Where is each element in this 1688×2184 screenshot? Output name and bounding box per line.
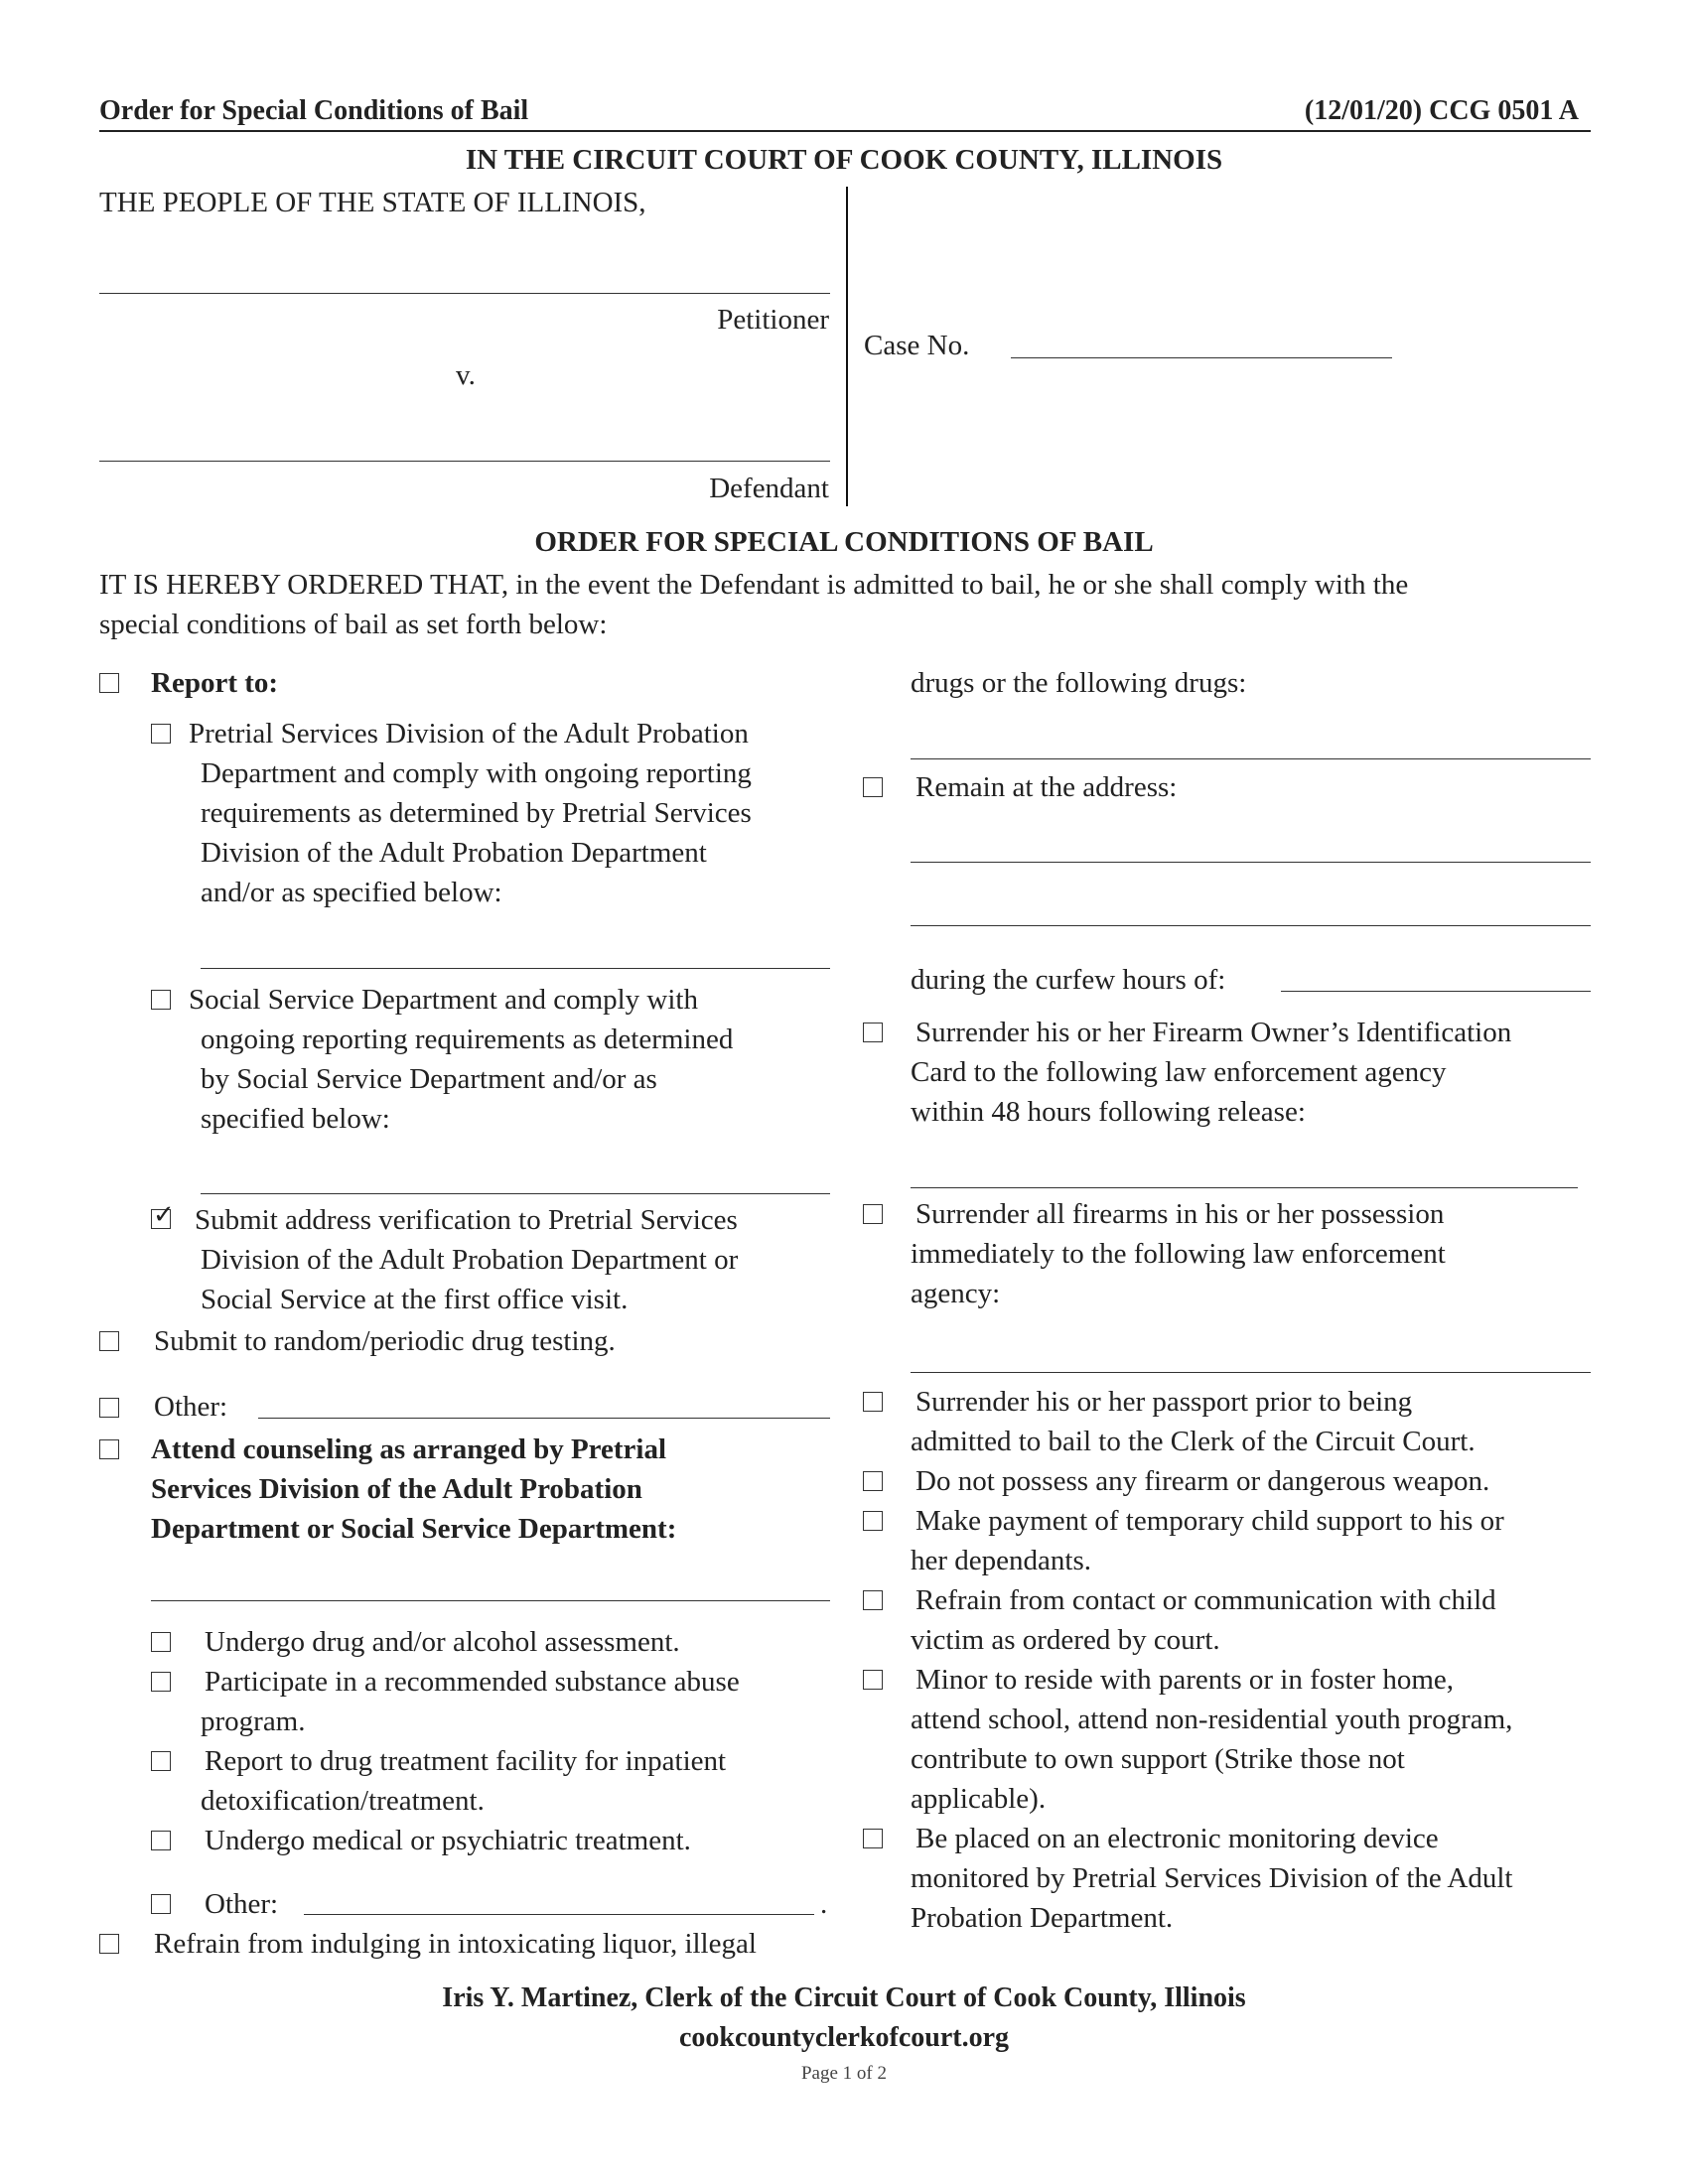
address-verification-checkbox[interactable] bbox=[151, 1209, 171, 1229]
passport-line-2: admitted to bail to the Clerk of the Circuit Court. bbox=[911, 1426, 1476, 1457]
passport-checkbox[interactable] bbox=[863, 1392, 883, 1412]
minor-line-3: contribute to own support (Strike those not bbox=[911, 1743, 1405, 1775]
report-to-label: Report to: bbox=[151, 667, 279, 699]
pretrial-line-1: Pretrial Services Division of the Adult Probation bbox=[189, 718, 749, 750]
pretrial-services-checkbox[interactable] bbox=[151, 724, 171, 744]
firearms-agency-field[interactable] bbox=[911, 1372, 1591, 1373]
remain-address-label: Remain at the address: bbox=[915, 771, 1178, 803]
case-no-field[interactable] bbox=[1011, 357, 1392, 358]
foid-line-1: Surrender his or her Firearm Owner’s Identification bbox=[915, 1017, 1512, 1048]
social-line-1: Social Service Department and comply with bbox=[189, 984, 698, 1016]
no-contact-line-1: Refrain from contact or communication with child bbox=[915, 1584, 1496, 1616]
case-no-label: Case No. bbox=[864, 330, 970, 361]
medical-treatment-label: Undergo medical or psychiatric treatment. bbox=[205, 1825, 691, 1856]
minor-line-2: attend school, attend non-residential youth program, bbox=[911, 1704, 1513, 1735]
versus: v. bbox=[456, 359, 476, 391]
curfew-field[interactable] bbox=[1281, 991, 1591, 992]
social-line-2: ongoing reporting requirements as determined bbox=[201, 1024, 734, 1055]
pretrial-line-3: requirements as determined by Pretrial Services bbox=[201, 797, 752, 829]
defendant-line[interactable] bbox=[99, 461, 830, 462]
foid-line-2: Card to the following law enforcement agency bbox=[911, 1056, 1447, 1088]
caption-divider bbox=[846, 187, 848, 506]
form-code: (12/01/20) CCG 0501 A bbox=[1304, 95, 1579, 126]
firearms-line-1: Surrender all firearms in his or her possession bbox=[915, 1198, 1445, 1230]
social-line-3: by Social Service Department and/or as bbox=[201, 1063, 657, 1095]
other-checkbox[interactable] bbox=[99, 1398, 119, 1418]
child-support-checkbox[interactable] bbox=[863, 1511, 883, 1531]
drug-treatment-line-1: Report to drug treatment facility for inpatient bbox=[205, 1745, 727, 1777]
no-weapon-checkbox[interactable] bbox=[863, 1471, 883, 1491]
minor-line-1: Minor to reside with parents or in foster home, bbox=[915, 1664, 1455, 1696]
pretrial-line-2: Department and comply with ongoing reporting bbox=[201, 757, 752, 789]
monitoring-line-3: Probation Department. bbox=[911, 1902, 1174, 1934]
child-support-line-2: her dependants. bbox=[911, 1545, 1091, 1576]
counseling-checkbox[interactable] bbox=[99, 1439, 119, 1459]
substance-abuse-line-1: Participate in a recommended substance abuse bbox=[205, 1666, 740, 1698]
no-contact-checkbox[interactable] bbox=[863, 1590, 883, 1610]
address-verification-line-2: Division of the Adult Probation Department or bbox=[201, 1244, 739, 1276]
court-title: IN THE CIRCUIT COURT OF COOK COUNTY, ILLINOIS bbox=[465, 144, 1223, 176]
monitoring-checkbox[interactable] bbox=[863, 1829, 883, 1848]
firearms-line-3: agency: bbox=[911, 1278, 1001, 1309]
form-title: Order for Special Conditions of Bail bbox=[99, 95, 529, 126]
substance-abuse-checkbox[interactable] bbox=[151, 1672, 171, 1692]
drug-testing-label: Submit to random/periodic drug testing. bbox=[154, 1325, 616, 1357]
petitioner-line[interactable] bbox=[99, 293, 830, 294]
intro-line-2: special conditions of bail as set forth below: bbox=[99, 609, 608, 640]
people-of-illinois: THE PEOPLE OF THE STATE OF ILLINOIS, bbox=[99, 187, 646, 218]
drug-treatment-line-2: detoxification/treatment. bbox=[201, 1785, 485, 1817]
curfew-label: during the curfew hours of: bbox=[911, 964, 1226, 996]
petitioner-label: Petitioner bbox=[717, 304, 829, 336]
social-service-checkbox[interactable] bbox=[151, 990, 171, 1010]
no-weapon-label: Do not possess any firearm or dangerous weapon. bbox=[915, 1465, 1490, 1497]
counseling-line-1: Attend counseling as arranged by Pretrial bbox=[151, 1433, 667, 1465]
pretrial-specify-field[interactable] bbox=[201, 968, 830, 969]
counseling-line-2: Services Division of the Adult Probation bbox=[151, 1473, 642, 1505]
counseling-field[interactable] bbox=[151, 1600, 830, 1601]
other-2-period: . bbox=[820, 1888, 828, 1920]
minor-line-4: applicable). bbox=[911, 1783, 1047, 1815]
page-number: Page 1 of 2 bbox=[800, 2063, 887, 2084]
intro-line-1: IT IS HEREBY ORDERED THAT, in the event the Defendant is admitted to bail, he or she shall comply with the bbox=[99, 569, 1409, 601]
clerk-name: Iris Y. Martinez, Clerk of the Circuit Court of Cook County, Illinois bbox=[442, 1982, 1246, 2013]
counseling-line-3: Department or Social Service Department: bbox=[151, 1513, 677, 1545]
pretrial-line-5: and/or as specified below: bbox=[201, 877, 502, 908]
other-2-label: Other: bbox=[205, 1888, 279, 1920]
drug-treatment-checkbox[interactable] bbox=[151, 1751, 171, 1771]
passport-line-1: Surrender his or her passport prior to being bbox=[915, 1386, 1413, 1418]
foid-agency-field[interactable] bbox=[911, 1187, 1578, 1188]
minor-checkbox[interactable] bbox=[863, 1670, 883, 1690]
monitoring-line-2: monitored by Pretrial Services Division of the Adult bbox=[911, 1862, 1513, 1894]
address-verification-line-1: Submit address verification to Pretrial Services bbox=[195, 1204, 738, 1236]
refrain-liquor-label: Refrain from indulging in intoxicating liquor, illegal bbox=[154, 1928, 757, 1960]
drug-testing-checkbox[interactable] bbox=[99, 1331, 119, 1351]
firearms-line-2: immediately to the following law enforcement bbox=[911, 1238, 1446, 1270]
drug-assessment-label: Undergo drug and/or alcohol assessment. bbox=[205, 1626, 680, 1658]
remain-address-checkbox[interactable] bbox=[863, 777, 883, 797]
foid-line-3: within 48 hours following release: bbox=[911, 1096, 1306, 1128]
drugs-field[interactable] bbox=[911, 758, 1591, 759]
order-title: ORDER FOR SPECIAL CONDITIONS OF BAIL bbox=[534, 526, 1154, 558]
report-to-checkbox[interactable] bbox=[99, 673, 119, 693]
address-verification-line-3: Social Service at the first office visit. bbox=[201, 1284, 629, 1315]
no-contact-line-2: victim as ordered by court. bbox=[911, 1624, 1220, 1656]
firearms-checkbox[interactable] bbox=[863, 1204, 883, 1224]
other-label: Other: bbox=[154, 1391, 228, 1423]
foid-checkbox[interactable] bbox=[863, 1023, 883, 1042]
social-specify-field[interactable] bbox=[201, 1193, 830, 1194]
other-2-checkbox[interactable] bbox=[151, 1894, 171, 1914]
pretrial-line-4: Division of the Adult Probation Department bbox=[201, 837, 707, 869]
address-field-2[interactable] bbox=[911, 925, 1591, 926]
clerk-website[interactable]: cookcountyclerkofcourt.org bbox=[678, 2022, 1010, 2053]
defendant-label: Defendant bbox=[709, 473, 829, 504]
other-2-field[interactable] bbox=[304, 1914, 814, 1915]
other-field[interactable] bbox=[258, 1418, 830, 1419]
address-field-1[interactable] bbox=[911, 862, 1591, 863]
drugs-continued: drugs or the following drugs: bbox=[911, 667, 1247, 699]
refrain-liquor-checkbox[interactable] bbox=[99, 1934, 119, 1954]
child-support-line-1: Make payment of temporary child support to his or bbox=[915, 1505, 1504, 1537]
substance-abuse-line-2: program. bbox=[201, 1706, 306, 1737]
header-rule bbox=[99, 130, 1591, 132]
medical-treatment-checkbox[interactable] bbox=[151, 1831, 171, 1850]
monitoring-line-1: Be placed on an electronic monitoring device bbox=[915, 1823, 1439, 1854]
social-line-4: specified below: bbox=[201, 1103, 390, 1135]
drug-assessment-checkbox[interactable] bbox=[151, 1632, 171, 1652]
